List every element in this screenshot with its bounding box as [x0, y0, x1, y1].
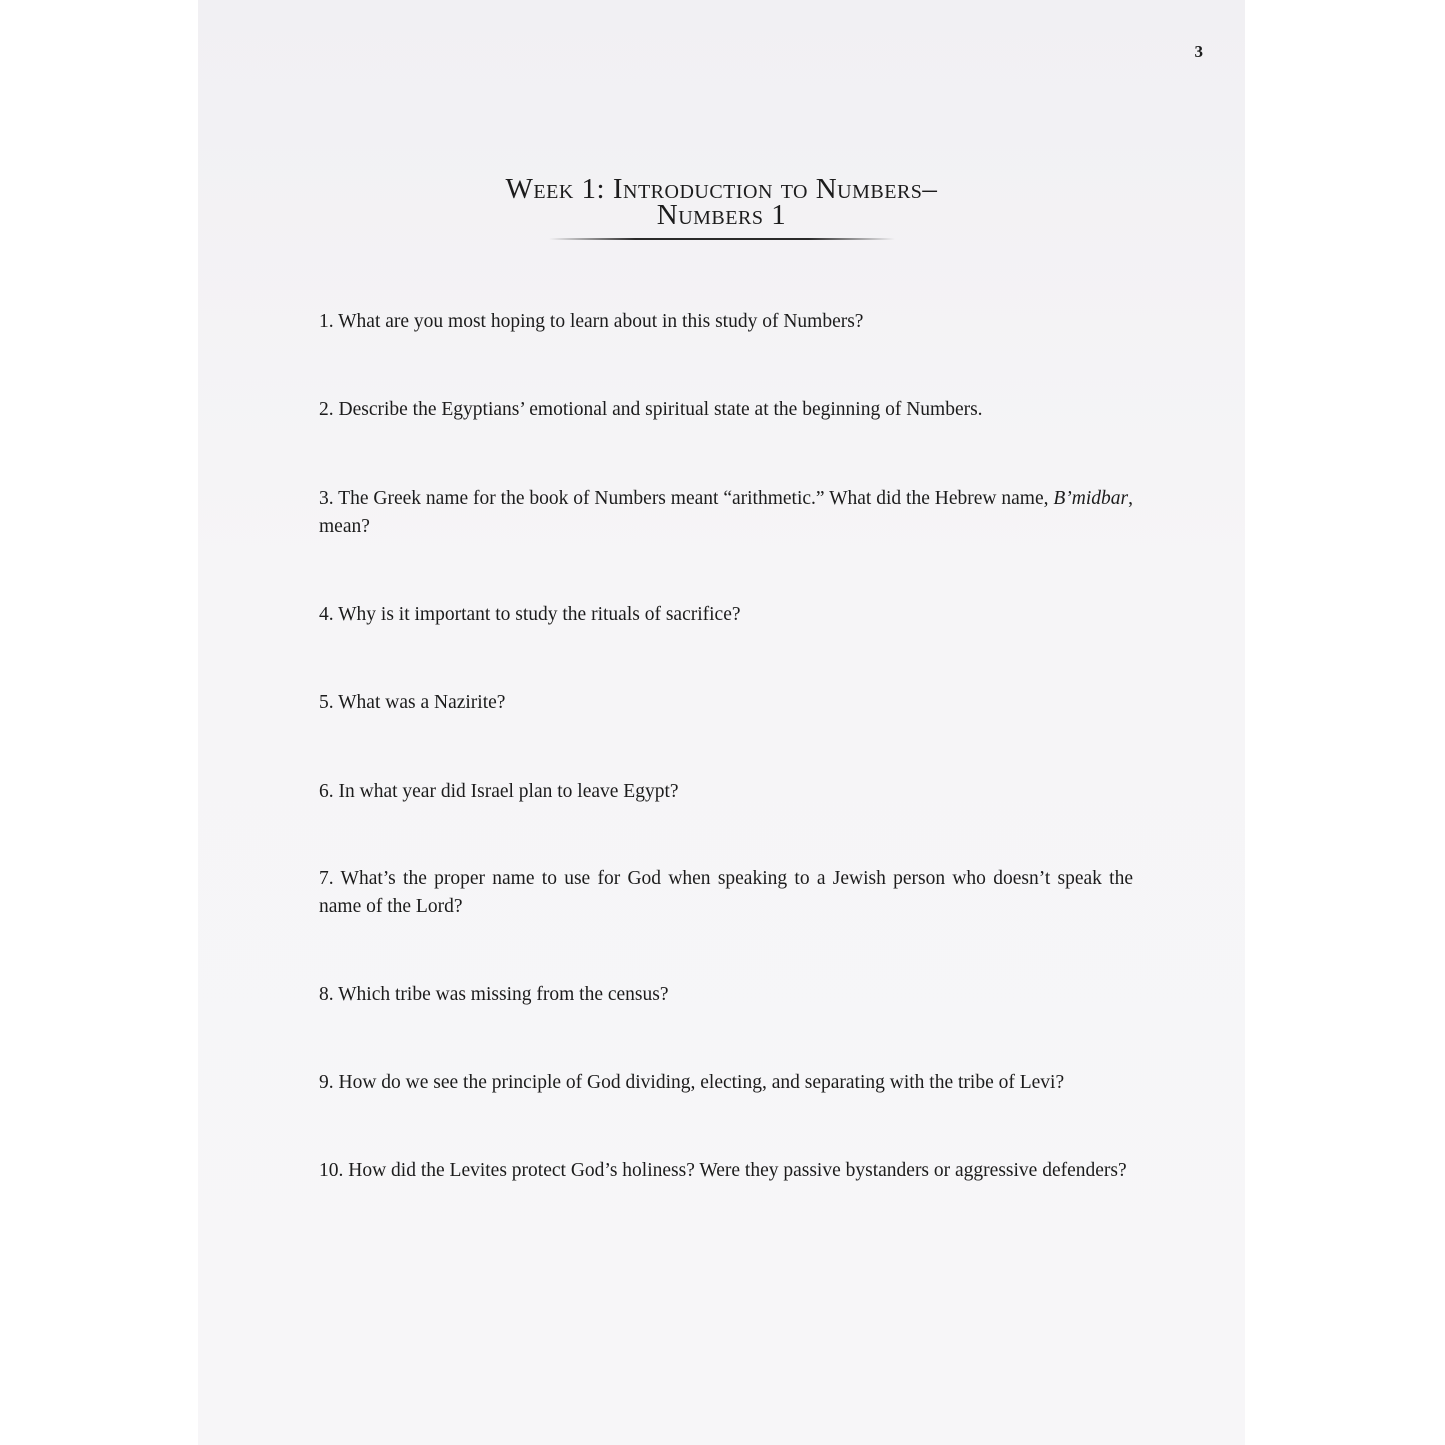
question-3 — [319, 485, 1133, 541]
question-9: 9. How do we see the principle of God dividing, electing, and separating with the tribe of Levi? — [319, 1072, 1065, 1093]
document-page — [198, 0, 1245, 1445]
title-divider — [549, 238, 895, 240]
question-1: 1. What are you most hoping to learn about in this study of Numbers? — [319, 311, 864, 332]
title-line-2: Numbers 1 — [656, 199, 787, 231]
page-number: 3 — [1194, 42, 1203, 61]
question-3-text-end: , mean? — [319, 488, 1133, 537]
question-10: 10. How did the Levites protect God’s holiness? Were they passive bystanders or aggressive defenders? — [319, 1160, 1127, 1181]
question-7: 7. What’s the proper name to use for God when speaking to a Jewish person who doesn’t speak the name of the Lord? — [319, 868, 1133, 917]
question-3-italic-term: B’midbar — [1053, 488, 1129, 509]
question-8: 8. Which tribe was missing from the census? — [319, 984, 669, 1005]
page-title — [198, 173, 1245, 240]
title-line-1: Week 1: Introduction to Numbers– — [505, 173, 938, 205]
question-4: 4. Why is it important to study the rituals of sacrifice? — [319, 604, 741, 625]
question-3-text: 3. The Greek name for the book of Numbers meant “arithmetic.” What did the Hebrew name, — [319, 488, 1054, 509]
question-5: 5. What was a Nazirite? — [319, 692, 506, 713]
question-2: 2. Describe the Egyptians’ emotional and spiritual state at the beginning of Numbers. — [319, 399, 983, 420]
question-6: 6. In what year did Israel plan to leave Egypt? — [319, 781, 679, 802]
